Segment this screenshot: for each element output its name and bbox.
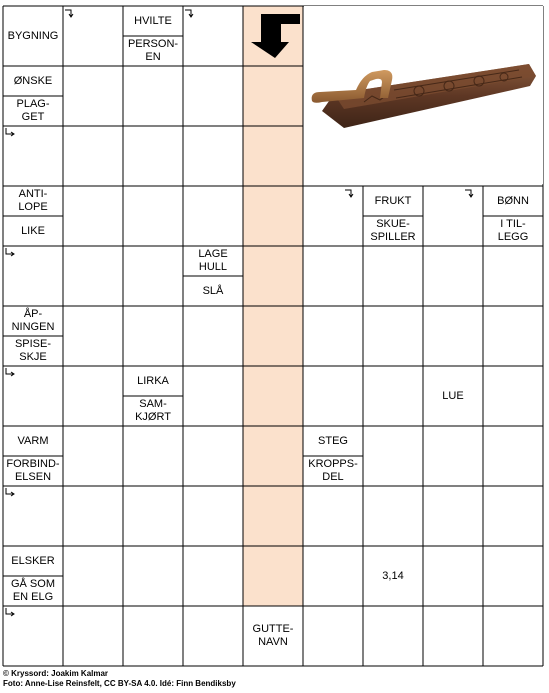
clue-antilope: ANTI- LOPE: [18, 188, 48, 213]
clue-frukt: FRUKT: [374, 194, 412, 207]
clue-guttenavn: GUTTE- NAVN: [252, 623, 294, 648]
clue-sla: SLÅ: [202, 284, 224, 297]
clue-varm: VARM: [17, 434, 49, 447]
clue-bonn: BØNN: [497, 194, 529, 207]
clue-lue: LUE: [442, 389, 464, 402]
clue-skuespiller: SKUE- SPILLER: [370, 218, 416, 243]
clue-bygning: BYGNING: [7, 29, 59, 42]
clue-personen: PERSON- EN: [127, 38, 179, 63]
clue-onske: ØNSKE: [13, 74, 53, 87]
clue-spiseskje: SPISE- SKJE: [14, 338, 52, 363]
clue-pi: 3,14: [382, 569, 404, 582]
credits: [3, 669, 236, 689]
clue-plagget: PLAG- GET: [16, 98, 50, 123]
puzzle-photo: [304, 6, 543, 184]
clue-gasomenelg: GÅ SOM EN ELG: [10, 578, 55, 603]
clue-samkjort: SAM- KJØRT: [135, 398, 171, 423]
credit-crossword: © Kryssord: Joakim Kalmar: [3, 669, 109, 678]
credit-photo: Foto: Anne-Lise Reinsfelt, CC BY-SA 4.0. Idé: Finn Bendiksby: [3, 679, 236, 688]
clue-kroppsdel: KROPPS- DEL: [308, 458, 358, 483]
mangle-board-image: [304, 6, 543, 184]
clue-apningen: ÅP- NINGEN: [11, 308, 55, 333]
clue-hvilte: HVILTE: [134, 14, 172, 27]
clue-forbindelsen: FORBIND- ELSEN: [6, 458, 60, 483]
clue-itillegg: I TIL- LEGG: [497, 218, 529, 243]
clue-steg: STEG: [318, 434, 348, 447]
clue-elsker: ELSKER: [11, 554, 55, 567]
clue-lirka: LIRKA: [137, 374, 169, 387]
clue-like: LIKE: [21, 224, 45, 237]
clue-lagehull: LAGE HULL: [198, 248, 228, 273]
